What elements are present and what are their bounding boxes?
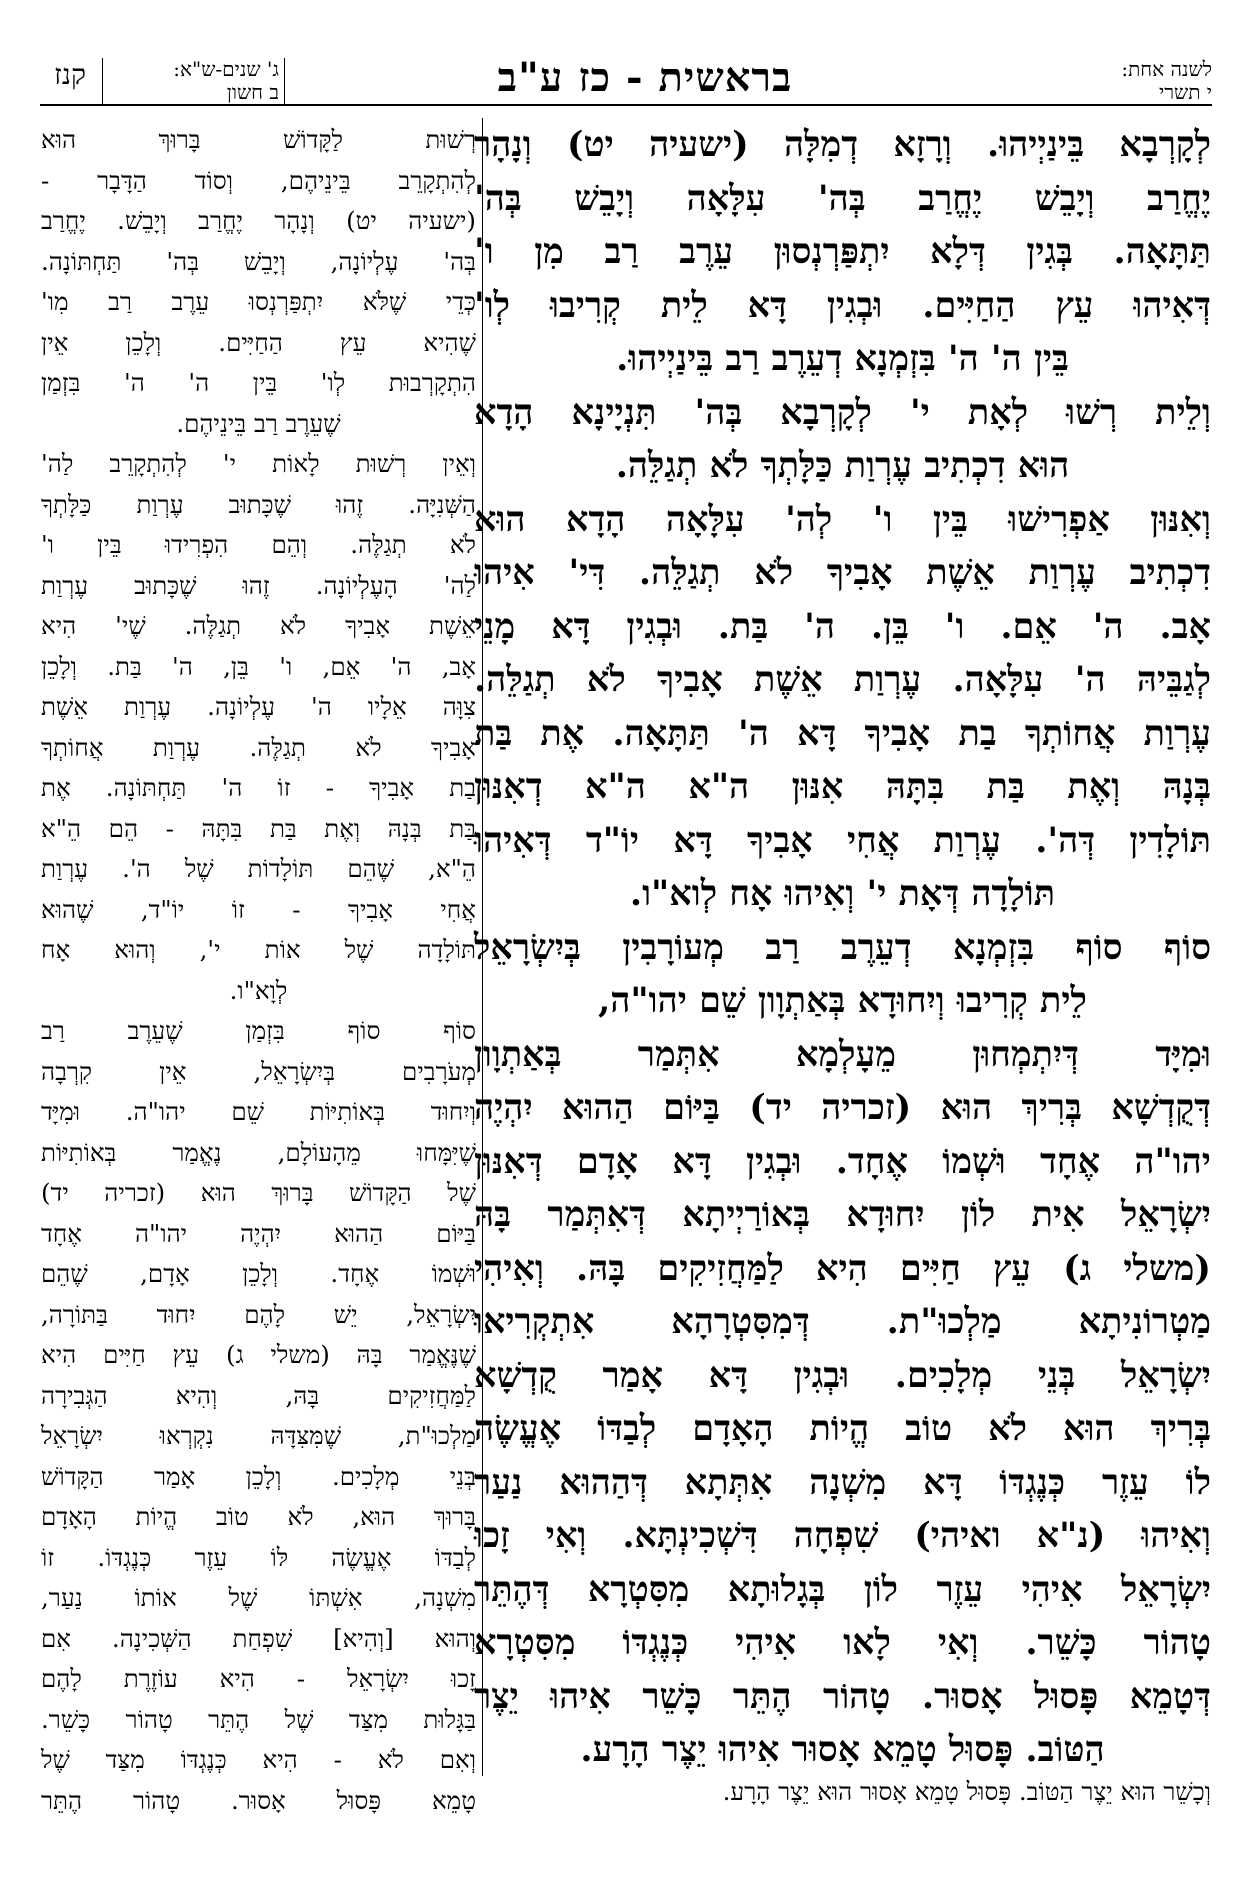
main-line: בֵּין ה' ה' בִּזְמְנָא דְעֵרֶב רַב בֵּינַיְיהוּ.: [616, 338, 1069, 379]
main-line: דְּטָמֵא פָּסוּל אָסוּר. טָהוֹר הֶתֵּר כָּשֵׁר אִיהוּ יֵצֶר: [474, 1675, 1211, 1717]
commentary-line: טָמֵא פָּסוּל אָסוּר. טָהוֹר הֶתֵּר: [41, 1785, 476, 1815]
main-line: יִשְׂרָאֵל בְּנֵי מְלָכִים. וּבְגִין דָּא אָמַר קֻדְשָׁא: [474, 1354, 1211, 1396]
commentary-line: לַמַּחֲזִיקִים בָּהּ, וְהִיא הַגְּבִירָה: [41, 1380, 476, 1410]
commentary-line: שֶׁנֶּאֱמַר בָּהּ (משלי ג) עֵץ חַיִּים הִיא: [41, 1340, 476, 1369]
commentary-line: כְּדֵי שֶׁלֹּא יִתְפַּרְנְסוּ עֵרֶב רַב מִו': [41, 287, 476, 316]
commentary-line: רְשׁוּת לַקָּדוֹשׁ בָּרוּךְ הוּא: [41, 125, 476, 154]
main-line: יֶחֱרַב וְיָבֵשׁ יֶחֱרַב בְּה' עִלָּאָה וְיָבֵשׁ בְּה': [474, 177, 1211, 219]
main-line: דְּקֻדְשָׁא בְּרִיךְ הוּא (זכריה יד) בַּיּוֹם הַהוּא יִהְיֶה: [474, 1087, 1211, 1128]
commentary-line: מְעֹרָבִים בְּיִשְׂרָאֵל, אֵין קִרְבָה: [41, 1056, 476, 1086]
commentary-line: הֵ"א, שֶׁהֵם תּוֹלָדוֹת שֶׁל ה'. עֶרְוַת: [41, 854, 476, 883]
main-line: וּמִיָּד דְּיִתְמְחוּן מֵעָלְמָא אִתְּמַר בְּאַתְוָון: [474, 1033, 1211, 1075]
commentary-line: צִוָּה אֵלָיו ה' עֶלְיוֹנָה. עֶרְוַת אֵשֶׁת: [41, 692, 476, 721]
commentary-line: שֶׁיִּמָּחוּ מֵהָעוֹלָם, נֶאֱמַר בְּאוֹתִיּוֹת: [41, 1137, 476, 1167]
commentary-line: בַּגָּלוּת מִצַּד שֶׁל הֶתֵּר טָהוֹר כָּשֵׁר.: [41, 1704, 476, 1734]
commentary-line: לְבַדּוֹ אֶעֱשֶׂה לּוֹ עֵזֶר כְּנֶגְדּוֹ. זוֹ: [41, 1542, 476, 1572]
folio-number: קנז: [54, 58, 86, 91]
commentary-line: בְּה' עֶלְיוֹנָה, וְיָבֵשׁ בְּה' תַּחְתּוֹנָה.: [41, 246, 476, 276]
main-line: יִשְׂרָאֵל אִיהִי עֵזֶר לוֹן בְּגָלוּתָא מִסִּטְרָא דְּהֶתֵּר: [474, 1568, 1211, 1610]
commentary-line: אָב, ה' אֵם, ו' בֵּן, ה' בַּת. וְלָכֵן: [41, 651, 476, 681]
commentary-line: מַלְכוּ"ת, שֶׁמִּצִּדָּהּ נִקְרְאוּ יִשְׂרָאֵל: [41, 1421, 476, 1450]
commentary-line: שֶׁל הַקָּדוֹשׁ בָּרוּךְ הוּא (זכריה יד): [41, 1178, 476, 1207]
main-line: דִכְתִיב עֶרְוַת אֵשֶׁת אָבִיךָ לֹא תְגַלֵּה. דִּי' אִיהוּ: [474, 552, 1211, 593]
main-line: לוֹ עֵזֶר כְּנֶגְדּוֹ דָּא מִשְׁנָה אִתְּתָא דְּהַהוּא נַעַר: [474, 1461, 1211, 1503]
main-line: עֶרְוַת אֲחוֹתְךָ בַת אָבִיךָ דָּא ה' תַּתָּאָה. אֶת בַּת: [474, 712, 1211, 754]
header-three-years: ג' שנים-ש"א:: [173, 57, 279, 81]
main-line: מַטְרוֹנִיתָא מַלְכוּ"ת. דְּמִסִּטְרָהָא אִתְקְרִיאוּ: [474, 1301, 1211, 1342]
main-line: וְלֵית רְשׁוּ לְאָת י' לְקָרְבָא בְּה' תִּנְיָינָא הָדָא: [474, 391, 1211, 433]
commentary-line: (ישעיה יט) וְנָהָר יֶחֱרַב וְיָבֵשׁ. יֶחֱרַב: [41, 206, 476, 235]
commentary-line: סוֹף סוֹף בִּזְמַן שֶׁעֵרֶב רַב: [41, 1016, 476, 1045]
main-line: יִשְׂרָאֵל אִית לוֹן יִחוּדָא בְּאוֹרַיְיתָא דְּאִתְּמַר בָּהּ: [474, 1194, 1211, 1235]
commentary-line: מִשְׁנָה, אִשְׁתּוֹ שֶׁל אוֹתוֹ נַעַר,: [41, 1583, 476, 1612]
main-text-column: [474, 118, 1211, 1777]
commentary-line: וְאִם לֹא - הִיא כְּנֶגְדּוֹ מִצַּד שֶׁל: [41, 1745, 476, 1774]
header-one-year-date: י תשרי: [1158, 80, 1212, 104]
commentary-line: שֶׁעֵרֶב רַב בֵּינֵיהֶם.: [176, 408, 341, 438]
commentary-line: הַשְּׁנִיָּה. זֶהוּ שֶׁכָּתוּב עֶרְוַת כַּלָּתְךָ: [41, 489, 476, 519]
commentary-line: בָּרוּךְ הוּא, לֹא טוֹב הֱיוֹת הָאָדָם: [41, 1502, 476, 1531]
header-divider: [284, 58, 285, 104]
header-divider: [102, 58, 103, 104]
commentary-line: תּוֹלָדָה שֶׁל אוֹת י', וְהוּא אָח: [41, 935, 476, 964]
header-right-info: [1082, 58, 1212, 104]
commentary-line: וְיִחוּד בְּאוֹתִיּוֹת שֵׁם יהו"ה. וּמִיָּד: [41, 1097, 476, 1126]
commentary-line: בְּנֵי מְלָכִים. וְלָכֵן אָמַר הַקָּדוֹשׁ: [41, 1461, 476, 1491]
main-line: תַּתָּאָה. בְּגִין דְּלָא יִתְפַּרְנְסוּן עֵרֶב רַב מִן ו': [474, 231, 1211, 272]
header-three-years-date: ב חשון: [226, 80, 279, 104]
main-line: דְּאִיהוּ עֵץ הַחַיִּים. וּבְגִין דָּא לֵית קְרִיבוּ לְו': [474, 284, 1211, 326]
page-title: בראשית - כז ע"ב: [497, 54, 793, 101]
main-line: לֵית קְרִיבוּ וְיִחוּדָא בְּאַתְוָון שֵׁם יהו"ה,: [598, 980, 1087, 1021]
commentary-line: אֲחִי אָבִיךָ - זוֹ יוֹ"ד, שֶׁהוּא: [41, 894, 476, 924]
main-line: לְקָרְבָא בֵּינַיְיהוּ. וְרָזָא דְמִלָּה (ישעיה יט) וְנָהָר: [474, 124, 1211, 165]
main-line: לְגַבֵּיהּ ה' עִלָּאָה. עֶרְוַת אֵשֶׁת אָבִיךָ לֹא תְגַלֵּה.: [474, 659, 1211, 700]
commentary-line: בַת אָבִיךָ - זוֹ ה' תַּחְתּוֹנָה. אֶת: [41, 773, 476, 802]
main-line: תּוֹלָדִין דְּה'. עֶרְוַת אֲחִי אָבִיךָ דָּא יוֹ"ד דְּאִיהוּ: [474, 819, 1211, 861]
commentary-line: שֶׁהִיא עֵץ הַחַיִּים. וְלָכֵן אֵין: [41, 327, 476, 357]
commentary-line: וּשְׁמוֹ אֶחָד. וְלָכֵן אָדָם, שֶׁהֵם: [41, 1259, 476, 1288]
commentary-footer-line: וְכָשֵׁר הוּא יֵצֶר הַטּוֹב. פָּסוּל טָמֵא אָסוּר הוּא יֵצֶר הָרָע.: [722, 1777, 1211, 1806]
page-header: [40, 54, 1212, 114]
commentary-line: הִתְקָרְבוּת לְו' בֵּין ה' ה' בִּזְמַן: [41, 368, 476, 397]
commentary-line: וְהוּא [וְהִיא] שִׁפְחַת הַשְּׁכִינָה. אִם: [41, 1623, 476, 1653]
commentary-line: בַּיּוֹם הַהוּא יִהְיֶה יהו"ה אֶחָד: [41, 1218, 476, 1248]
commentary-line: לֹא תְגַלֶּה. וְהֵם הִפְרִידוּ בֵּין ו': [41, 530, 476, 559]
main-line: הַטּוֹב. פָּסוּל טָמֵא אָסוּר אִיהוּ יֵצֶר הָרָע.: [580, 1729, 1105, 1770]
commentary-line: אָבִיךָ לֹא תְגַלֶּה. עֶרְוַת אֲחוֹתְךָ: [41, 732, 476, 762]
main-line: וְאִיהוּ (נ"א ואיהי) שִׁפְחָה דִּשְׁכִינְתָּא. וְאִי זָכוּ: [474, 1515, 1211, 1556]
main-line: אָב. ה' אֵם. ו' בֵּן. ה' בַּת. וּבְגִין דָּא מָנֵי: [474, 605, 1211, 647]
commentary-line: בַּת בְּנָהּ וְאֶת בַּת בִּתָּהּ - הֵם הֵ"א: [41, 813, 476, 843]
commentary-line: לַה' הָעֶלְיוֹנָה. זֶהוּ שֶׁכָּתוּב עֶרְוַת: [41, 570, 476, 600]
main-line: בְּרִיךְ הוּא לֹא טוֹב הֱיוֹת הָאָדָם לְבַדּוֹ אֶעֱשֶׂה: [474, 1408, 1211, 1449]
main-line: הוּא דִכְתִיב עֶרְוַת כַּלָּתְךָ לֹא תְגַלֵּה.: [615, 445, 1070, 486]
header-one-year: לשנה אחת:: [1121, 57, 1212, 81]
commentary-line: לְהִתְקָרֵב בֵּינֵיהֶם, וְסוֹד הַדָּבָר -: [41, 165, 476, 195]
commentary-line: אֵשֶׁת אָבִיךָ לֹא תְגַלֶּה. שֶׁי' הִיא: [41, 611, 476, 640]
main-line: טָהוֹר כָּשֵׁר. וְאִי לָאו אִיהִי כְּנֶגְדּוֹ מִסִּטְרָא: [474, 1622, 1211, 1663]
commentary-line: לְוָא"ו.: [229, 975, 288, 1005]
header-left-info: [104, 58, 279, 104]
main-line: יהו"ה אֶחָד וּשְׁמוֹ אֶחָד. וּבְגִין דָּא אָדָם דְּאִנּוּן: [474, 1140, 1211, 1182]
column-divider: [482, 118, 483, 1776]
commentary-line: זָכוּ יִשְׂרָאֵל - הִיא עוֹזֶרֶת לָהֶם: [41, 1664, 476, 1693]
main-line: בְּנָהּ וְאֶת בַּת בִּתָּהּ אִנּוּן ה"א ה"א דְאִנּוּן: [474, 766, 1211, 807]
main-line: (משלי ג) עֵץ חַיִּים הִיא לַמַּחֲזִיקִים בָּהּ. וְאִיהִי: [474, 1247, 1211, 1289]
main-line: תּוֹלָדָה דְּאָת י' וְאִיהוּ אָח לְוא"ו.: [629, 873, 1056, 914]
main-line: סוֹף סוֹף בִּזְמְנָא דְעֵרֶב רַב מְעוֹרָבִין בְּיִשְׂרָאֵל: [474, 926, 1211, 968]
commentary-line: יִשְׂרָאֵל, יֵשׁ לָהֶם יִחוּד בַּתּוֹרָה,: [41, 1299, 476, 1329]
main-line: וְאִנּוּן אַפְרִישׁוּ בֵּין ו' לְה' עִלָּאָה הָדָא הוּא: [474, 498, 1211, 540]
header-rule: [40, 104, 1212, 106]
commentary-column: [41, 120, 476, 1821]
commentary-line: וְאֵין רְשׁוּת לָאוֹת י' לְהִתְקָרֵב לַה': [41, 449, 476, 478]
